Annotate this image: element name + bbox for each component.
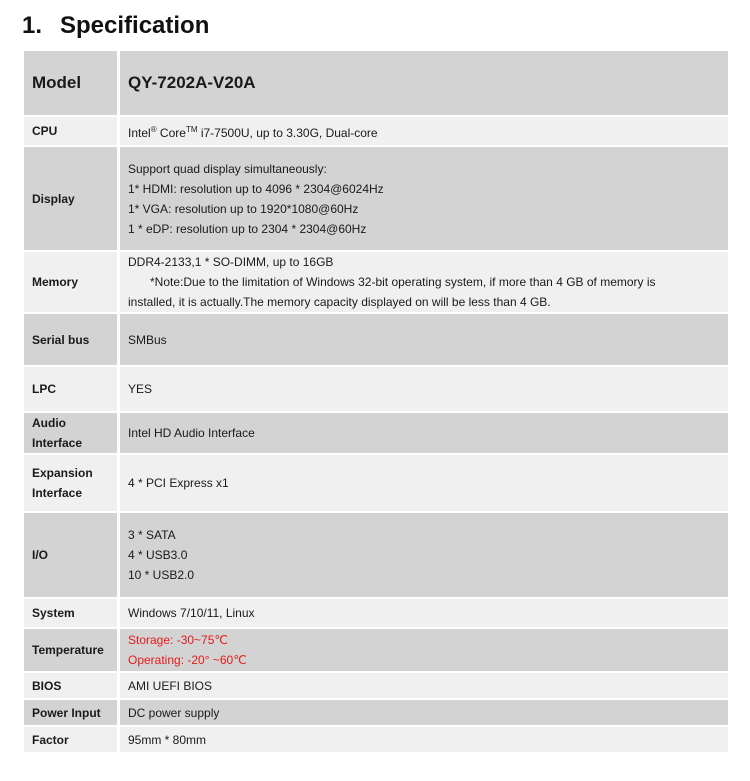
temperature-storage: Storage: -30~75℃: [128, 633, 228, 647]
registered-mark: ®: [150, 124, 157, 134]
spec-row-bios: [24, 673, 728, 698]
spec-label-audio: [24, 413, 120, 453]
memory-note: *Note:Due to the limitation of Windows 32-bit operating system, if more than 4 GB of memory is: [150, 275, 656, 289]
spec-value-bios: AMI UEFI BIOS: [120, 673, 728, 698]
spec-row-system: [24, 599, 728, 627]
spec-label-expansion: [24, 455, 120, 511]
memory-line: DDR4-2133,1 * SO-DIMM, up to 16GB: [128, 255, 334, 269]
cpu-core: Core: [156, 125, 186, 140]
section-title: Specification: [60, 12, 210, 39]
spec-row-memory: [24, 252, 728, 312]
label-line: Interface: [32, 436, 83, 450]
display-line: Support quad display simultaneously:: [128, 161, 327, 176]
spec-label-memory: Memory: [24, 252, 120, 312]
spec-label-system: System: [24, 599, 120, 627]
display-line: 1* HDMI: resolution up to 4096 * 2304@6024Hz: [128, 181, 384, 196]
display-line: 1 * eDP: resolution up to 2304 * 2304@60Hz: [128, 221, 367, 236]
spec-row-display: [24, 147, 728, 250]
spec-value-temperature: [120, 629, 728, 671]
spec-table: [24, 49, 728, 754]
spec-label-power: Power Input: [24, 700, 120, 725]
section-heading: [22, 12, 209, 40]
trademark-mark: TM: [185, 124, 198, 134]
section-number: 1.: [22, 12, 43, 39]
spec-label-temperature: Temperature: [24, 629, 120, 671]
cpu-rest: i7-7500U, up to 3.30G, Dual-core: [197, 125, 378, 140]
spec-row-power: [24, 700, 728, 725]
spec-value-memory: [120, 252, 728, 312]
spec-value-power: DC power supply: [120, 700, 728, 725]
spec-label-io: I/O: [24, 513, 120, 597]
spec-row-audio: [24, 413, 728, 453]
spec-row-temperature: [24, 629, 728, 671]
label-line: Expansion: [32, 466, 93, 480]
spec-row-expansion: [24, 455, 728, 511]
spec-label-factor: Factor: [24, 727, 120, 752]
spec-label-serial-bus: Serial bus: [24, 314, 120, 365]
io-line: 3 * SATA: [128, 528, 176, 542]
spec-value-cpu: [120, 117, 728, 145]
spec-value-serial-bus: SMBus: [120, 314, 728, 365]
spec-row-factor: [24, 727, 728, 752]
io-line: 4 * USB3.0: [128, 548, 188, 562]
label-line: Interface: [32, 486, 83, 500]
spec-row-io: [24, 513, 728, 597]
spec-label-display: Display: [24, 147, 120, 250]
spec-row-model: [24, 51, 728, 115]
io-line: 10 * USB2.0: [128, 568, 195, 582]
temperature-operating: Operating: -20° ~60℃: [128, 653, 247, 667]
label-line: Audio: [32, 416, 66, 430]
spec-label-model: Model: [24, 51, 120, 115]
cpu-intel: Intel: [128, 125, 151, 140]
spec-label-cpu: CPU: [24, 117, 120, 145]
spec-label-lpc: LPC: [24, 367, 120, 411]
spec-row-cpu: [24, 117, 728, 145]
spec-value-model: QY-7202A-V20A: [120, 51, 728, 115]
spec-row-serial-bus: [24, 314, 728, 365]
memory-line: installed, it is actually.The memory capacity displayed on will be less than 4 GB.: [128, 295, 551, 309]
spec-value-lpc: YES: [120, 367, 728, 411]
spec-value-display: [120, 147, 728, 250]
spec-row-lpc: [24, 367, 728, 411]
spec-value-expansion: 4 * PCI Express x1: [120, 455, 728, 511]
spec-value-io: [120, 513, 728, 597]
spec-label-bios: BIOS: [24, 673, 120, 698]
spec-value-audio: Intel HD Audio Interface: [120, 413, 728, 453]
spec-value-system: Windows 7/10/11, Linux: [120, 599, 728, 627]
spec-value-factor: 95mm * 80mm: [120, 727, 728, 752]
display-line: 1* VGA: resolution up to 1920*1080@60Hz: [128, 201, 359, 216]
